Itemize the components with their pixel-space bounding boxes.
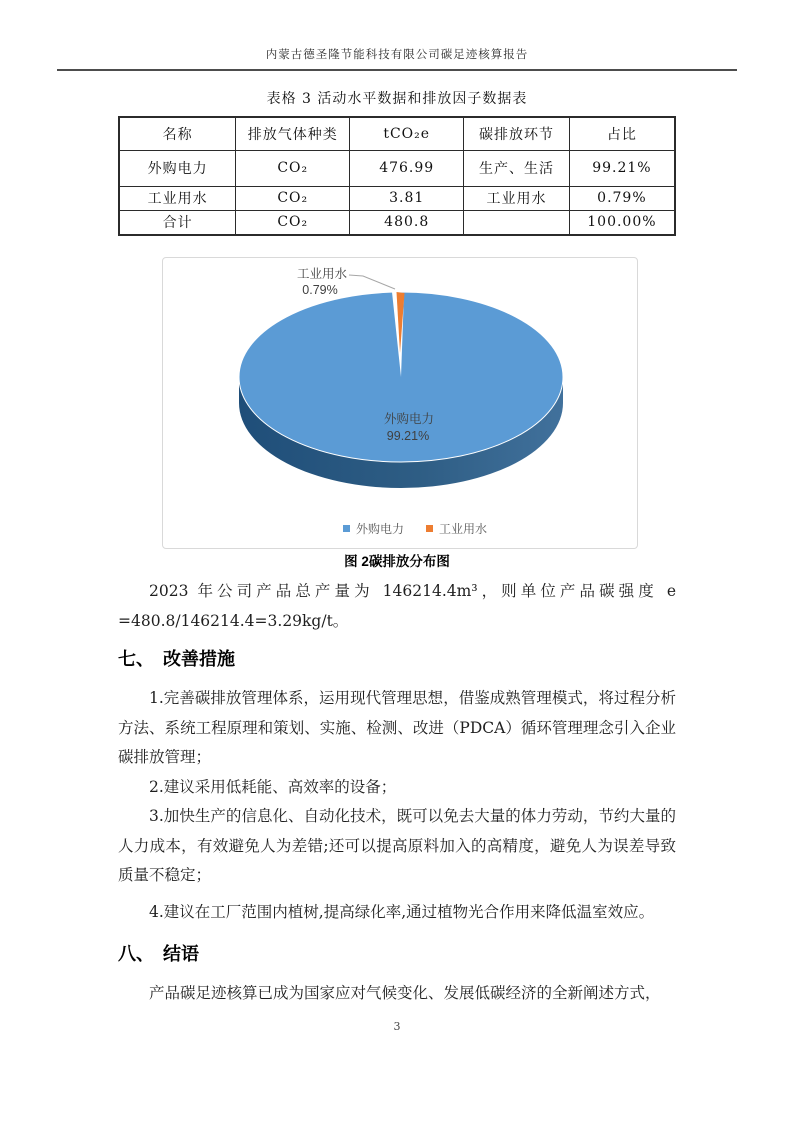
table-cell: 480.8 [350, 210, 464, 235]
legend-item [426, 520, 487, 537]
column-header: tCO₂e [350, 117, 464, 150]
legend-item [343, 520, 404, 537]
page-number: 3 [393, 1020, 401, 1033]
figure-caption: 图 2碳排放分布图 [344, 554, 450, 569]
table-row [119, 150, 675, 186]
column-header: 占比 [569, 117, 675, 150]
table-row [119, 210, 675, 235]
pie-chart-frame [162, 257, 638, 549]
doc-header [57, 47, 737, 71]
slice-label-small-name: 工业用水 [296, 267, 348, 281]
chart-legend [178, 520, 652, 537]
table-cell: 工业用水 [464, 186, 570, 210]
table-title: 表格 3 活动水平数据和排放因子数据表 [266, 91, 528, 107]
legend-label: 工业用水 [439, 522, 488, 536]
legend-label: 外购电力 [355, 522, 404, 536]
conclusion-paragraph: 产品碳足迹核算已成为国家应对气候变化、发展低碳经济的全新阐述方式， [149, 984, 661, 1002]
pie-chart-svg [163, 258, 639, 526]
improvement-item-1: 1.完善碳排放管理体系，运用现代管理思想，借鉴成熟管理模式，将过程分析方法、系统工程原理和策划、实施、检测、改进（PDCA）循环管理理念引入企业碳排放管理； [118, 689, 676, 766]
table-cell: 合计 [119, 210, 236, 235]
leader-line [349, 275, 395, 289]
slice-label-main-name: 外购电力 [383, 412, 435, 426]
legend-swatch-blue [343, 525, 350, 532]
table-cell: 生产、生活 [464, 150, 570, 186]
table-cell: 0.79% [569, 186, 675, 210]
table-cell: 100.00% [569, 210, 675, 235]
emissions-table [118, 116, 676, 236]
table-cell: 工业用水 [119, 186, 236, 210]
table-cell: 外购电力 [119, 150, 236, 186]
section-heading-conclusion: 八、 结语 [118, 944, 199, 964]
table-cell: 476.99 [350, 150, 464, 186]
column-header: 碳排放环节 [464, 117, 570, 150]
improvement-item-2: 2.建议采用低耗能、高效率的设备； [149, 777, 397, 796]
table-cell: CO₂ [236, 186, 350, 210]
table-cell: 99.21% [569, 150, 675, 186]
content-column [118, 91, 676, 1009]
improvement-item-3: 3.加快生产的信息化、自动化技术，既可以免去大量的体力劳动，节约大量的人力成本，有效避免人为差错;还可以提高原料加入的高精度，避免人为误差导致质量不稳定； [118, 807, 676, 884]
table-cell: CO₂ [236, 210, 350, 235]
column-header: 名称 [119, 117, 236, 150]
improvement-item-4: 4.建议在工厂范围内植树,提高绿化率,通过植物光合作用来降低温室效应。 [149, 902, 655, 921]
section-heading-improvement: 七、 改善措施 [118, 649, 235, 669]
table-cell: CO₂ [236, 150, 350, 186]
slice-label-small-pct: 0.79% [302, 283, 338, 297]
header-title: 内蒙古德圣隆节能科技有限公司碳足迹核算报告 [265, 47, 529, 61]
table-cell [464, 210, 570, 235]
table-row [119, 186, 675, 210]
slice-label-main-pct: 99.21% [386, 429, 430, 443]
legend-swatch-orange [426, 525, 433, 532]
column-header: 排放气体种类 [236, 117, 350, 150]
table-header-row [119, 117, 675, 150]
intro-paragraph: 2023 年公司产品总产量为 146214.4m³，则单位产品碳强度 e =480.8/146214.4=3.29kg/t。 [118, 582, 676, 630]
table-cell: 3.81 [350, 186, 464, 210]
